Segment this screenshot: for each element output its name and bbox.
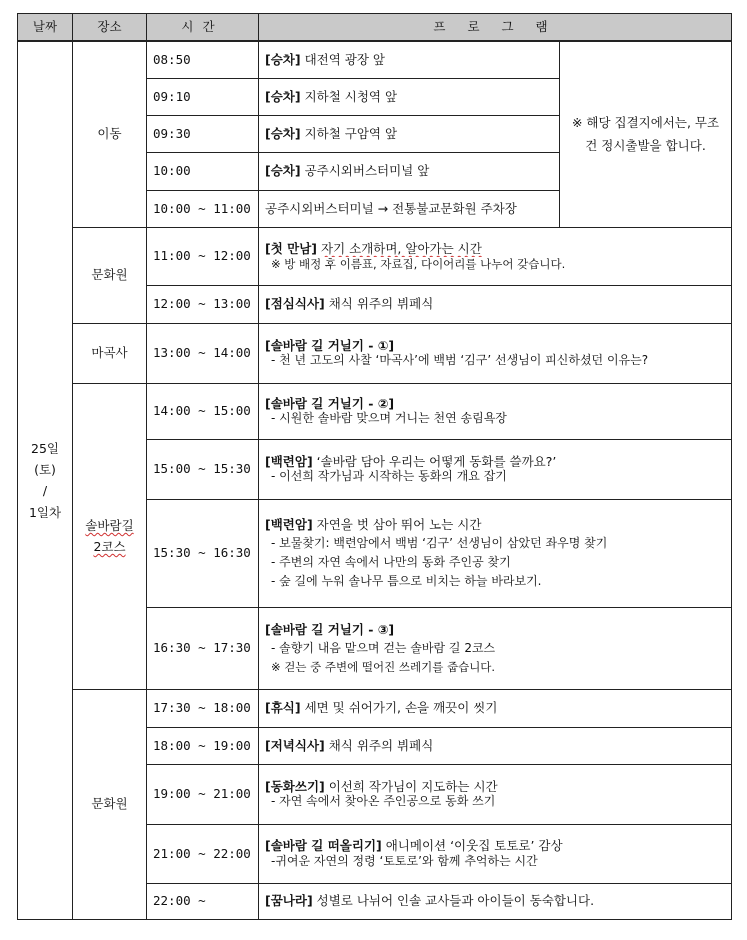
time-cell: 11:00 ~ 12:00 [147,227,259,285]
time-cell: 09:10 [147,78,259,115]
program-cell: [승차] 지하철 구암역 앞 [259,115,560,152]
program-cell: [첫 만남] 자기 소개하며, 알아가는 시간 ※ 방 배정 후 이름표, 자료집, 다이어리를 나누어 갖습니다. [259,227,732,285]
table-row [18,323,732,383]
place-course-2: 솔바람길 2코스 [73,383,147,689]
time-cell: 17:30 ~ 18:00 [147,689,259,727]
program-cell: [꿈나라] 성별로 나뉘어 인솔 교사들과 아이들이 동숙합니다. [259,883,732,919]
date-cell: 25일 (토) / 1일차 [18,41,73,919]
table-row [18,689,732,727]
boarding-note: ※ 해당 집결지에서는, 무조건 정시출발을 합니다. [560,41,732,227]
program-cell: [백련암] ‘솔바람 담아 우리는 어떻게 동화를 쓸까요?’ - 이선희 작가님과 시작하는 동화의 개요 잡기 [259,439,732,499]
time-cell: 10:00 ~ 11:00 [147,190,259,227]
time-cell: 18:00 ~ 19:00 [147,727,259,764]
time-cell: 19:00 ~ 21:00 [147,764,259,824]
time-cell: 12:00 ~ 13:00 [147,285,259,323]
time-cell: 09:30 [147,115,259,152]
program-cell: [솔바람 길 거닐기 - ③] - 솔향기 내음 맡으며 걷는 솔바람 길 2코스 ※ 걷는 중 주변에 떨어진 쓰레기를 줍습니다. [259,607,732,689]
program-cell: [점심식사] 채식 위주의 뷔페식 [259,285,732,323]
program-cell: [승차] 공주시외버스터미널 앞 [259,152,560,190]
time-cell: 16:30 ~ 17:30 [147,607,259,689]
program-cell: [백련암] 자연을 벗 삼아 뛰어 노는 시간 - 보물찾기: 백련암에서 백범 ‘김구’ 선생님이 삼았던 좌우명 찾기 - 주변의 자연 속에서 나만의 동화 주인공 찾기 - 숲 길에 누워 솔나무 틈으로 비치는 하늘 바라보기. [259,499,732,607]
header-date: 날짜 [18,14,73,42]
place-move: 이동 [73,41,147,227]
time-cell: 22:00 ~ [147,883,259,919]
program-cell: [솔바람 길 떠올리기] 애니메이션 ‘이웃집 토토로’ 감상 -귀여운 자연의 정령 ‘토토로’와 함께 추억하는 시간 [259,824,732,883]
place-center-2: 문화원 [73,689,147,919]
program-cell: [동화쓰기] 이선희 작가님이 지도하는 시간 - 자연 속에서 찾아온 주인공으로 동화 쓰기 [259,764,732,824]
time-cell: 21:00 ~ 22:00 [147,824,259,883]
program-cell: [승차] 대전역 광장 앞 [259,41,560,78]
table-row [18,227,732,285]
time-cell: 14:00 ~ 15:00 [147,383,259,439]
program-cell: [솔바람 길 거닐기 - ①] - 천 년 고도의 사찰 ‘마곡사’에 백범 ‘김구’ 선생님이 피신하셨던 이유는? [259,323,732,383]
schedule-table [17,13,732,920]
program-cell: [저녁식사] 채식 위주의 뷔페식 [259,727,732,764]
time-cell: 13:00 ~ 14:00 [147,323,259,383]
header-place: 장소 [73,14,147,42]
table-row [18,383,732,439]
time-cell: 08:50 [147,41,259,78]
time-cell: 10:00 [147,152,259,190]
place-center-1: 문화원 [73,227,147,323]
time-cell: 15:00 ~ 15:30 [147,439,259,499]
header-row [18,14,732,42]
time-cell: 15:30 ~ 16:30 [147,499,259,607]
program-cell: [솔바람 길 거닐기 - ②] - 시원한 솔바람 맞으며 거니는 천연 송림욕장 [259,383,732,439]
program-cell: [휴식] 세면 및 쉬어가기, 손을 깨끗이 씻기 [259,689,732,727]
program-cell: 공주시외버스터미널 → 전통불교문화원 주차장 [259,190,560,227]
table-row [18,41,732,78]
header-program: 프 로 그 램 [259,14,732,42]
header-time: 시간 [147,14,259,42]
program-cell: [승차] 지하철 시청역 앞 [259,78,560,115]
place-magoksa: 마곡사 [73,323,147,383]
